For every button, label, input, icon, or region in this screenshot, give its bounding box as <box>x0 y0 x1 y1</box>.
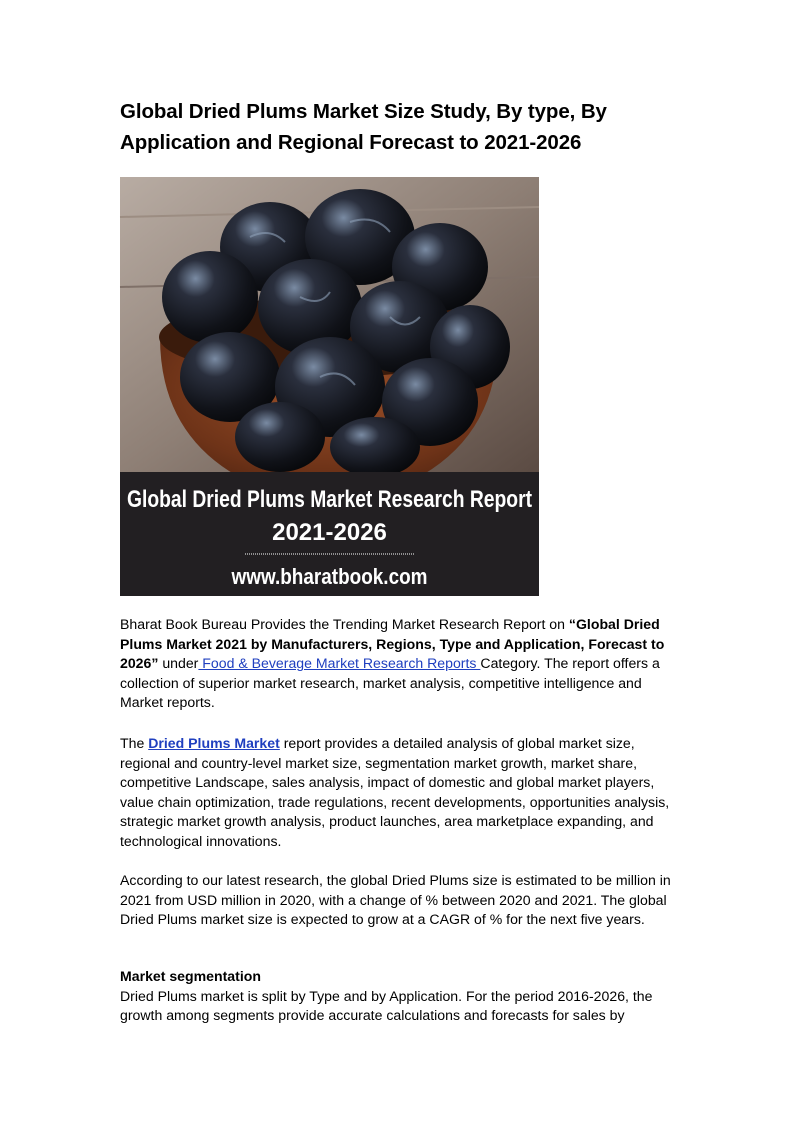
category-link[interactable]: Food & Beverage Market Research Reports <box>198 655 481 672</box>
segmentation-text: Dried Plums market is split by Type and by Application. For the period 2016-2026, the growth among segments provide accurate calculations and forecasts for sales by <box>120 987 653 1024</box>
page-title <box>120 96 680 158</box>
title-line-1: Global Dried Plums Market Size Study, By type, By <box>120 100 607 123</box>
market-link[interactable]: Dried Plums Market <box>148 735 280 751</box>
banner-title: Global Dried Plums Market Research Report <box>127 486 533 513</box>
analysis-prefix: The <box>120 735 149 751</box>
banner-url: www.bharatbook.com <box>230 564 428 589</box>
segmentation-section <box>120 967 685 1026</box>
report-name: “Global Dried Plums Market 2021 by Manufacturers, Regions, Type and Application, Forecast to 2026” <box>120 616 665 672</box>
analysis-paragraph <box>120 734 685 852</box>
plums-photo <box>120 177 539 596</box>
analysis-rest: report provides a detailed analysis of global market size, regional and country-level market size, segmentation market growth, market share, competitive Landscape, sales analysis, impact of domestic and global market players, value chain optimization, trade regulations, recent developments, opportunities analysis, strategic market growth analysis, product launches, area marketplace expanding, and technological innovations. <box>120 735 670 849</box>
intro-paragraph <box>120 615 685 713</box>
under-text: under <box>158 655 199 672</box>
research-paragraph: According to our latest research, the global Dried Plums size is estimated to be million in 2021 from USD million in 2020, with a change of % between 2020 and 2021. The global Dried Plums market size is expected to grow at a CAGR of % for the next five years. <box>120 872 671 928</box>
segmentation-heading: Market segmentation <box>120 968 261 984</box>
intro-text: Bharat Book Bureau Provides the Trending Market Research Report on <box>120 616 569 632</box>
intro-rest: Category. The report offers a collection of superior market research, market analysis, competitive intelligence and Market reports. <box>120 655 660 711</box>
banner-years: 2021-2026 <box>272 519 387 546</box>
title-line-2: Application and Regional Forecast to 2021-2026 <box>120 131 582 154</box>
hero-image <box>120 177 539 596</box>
